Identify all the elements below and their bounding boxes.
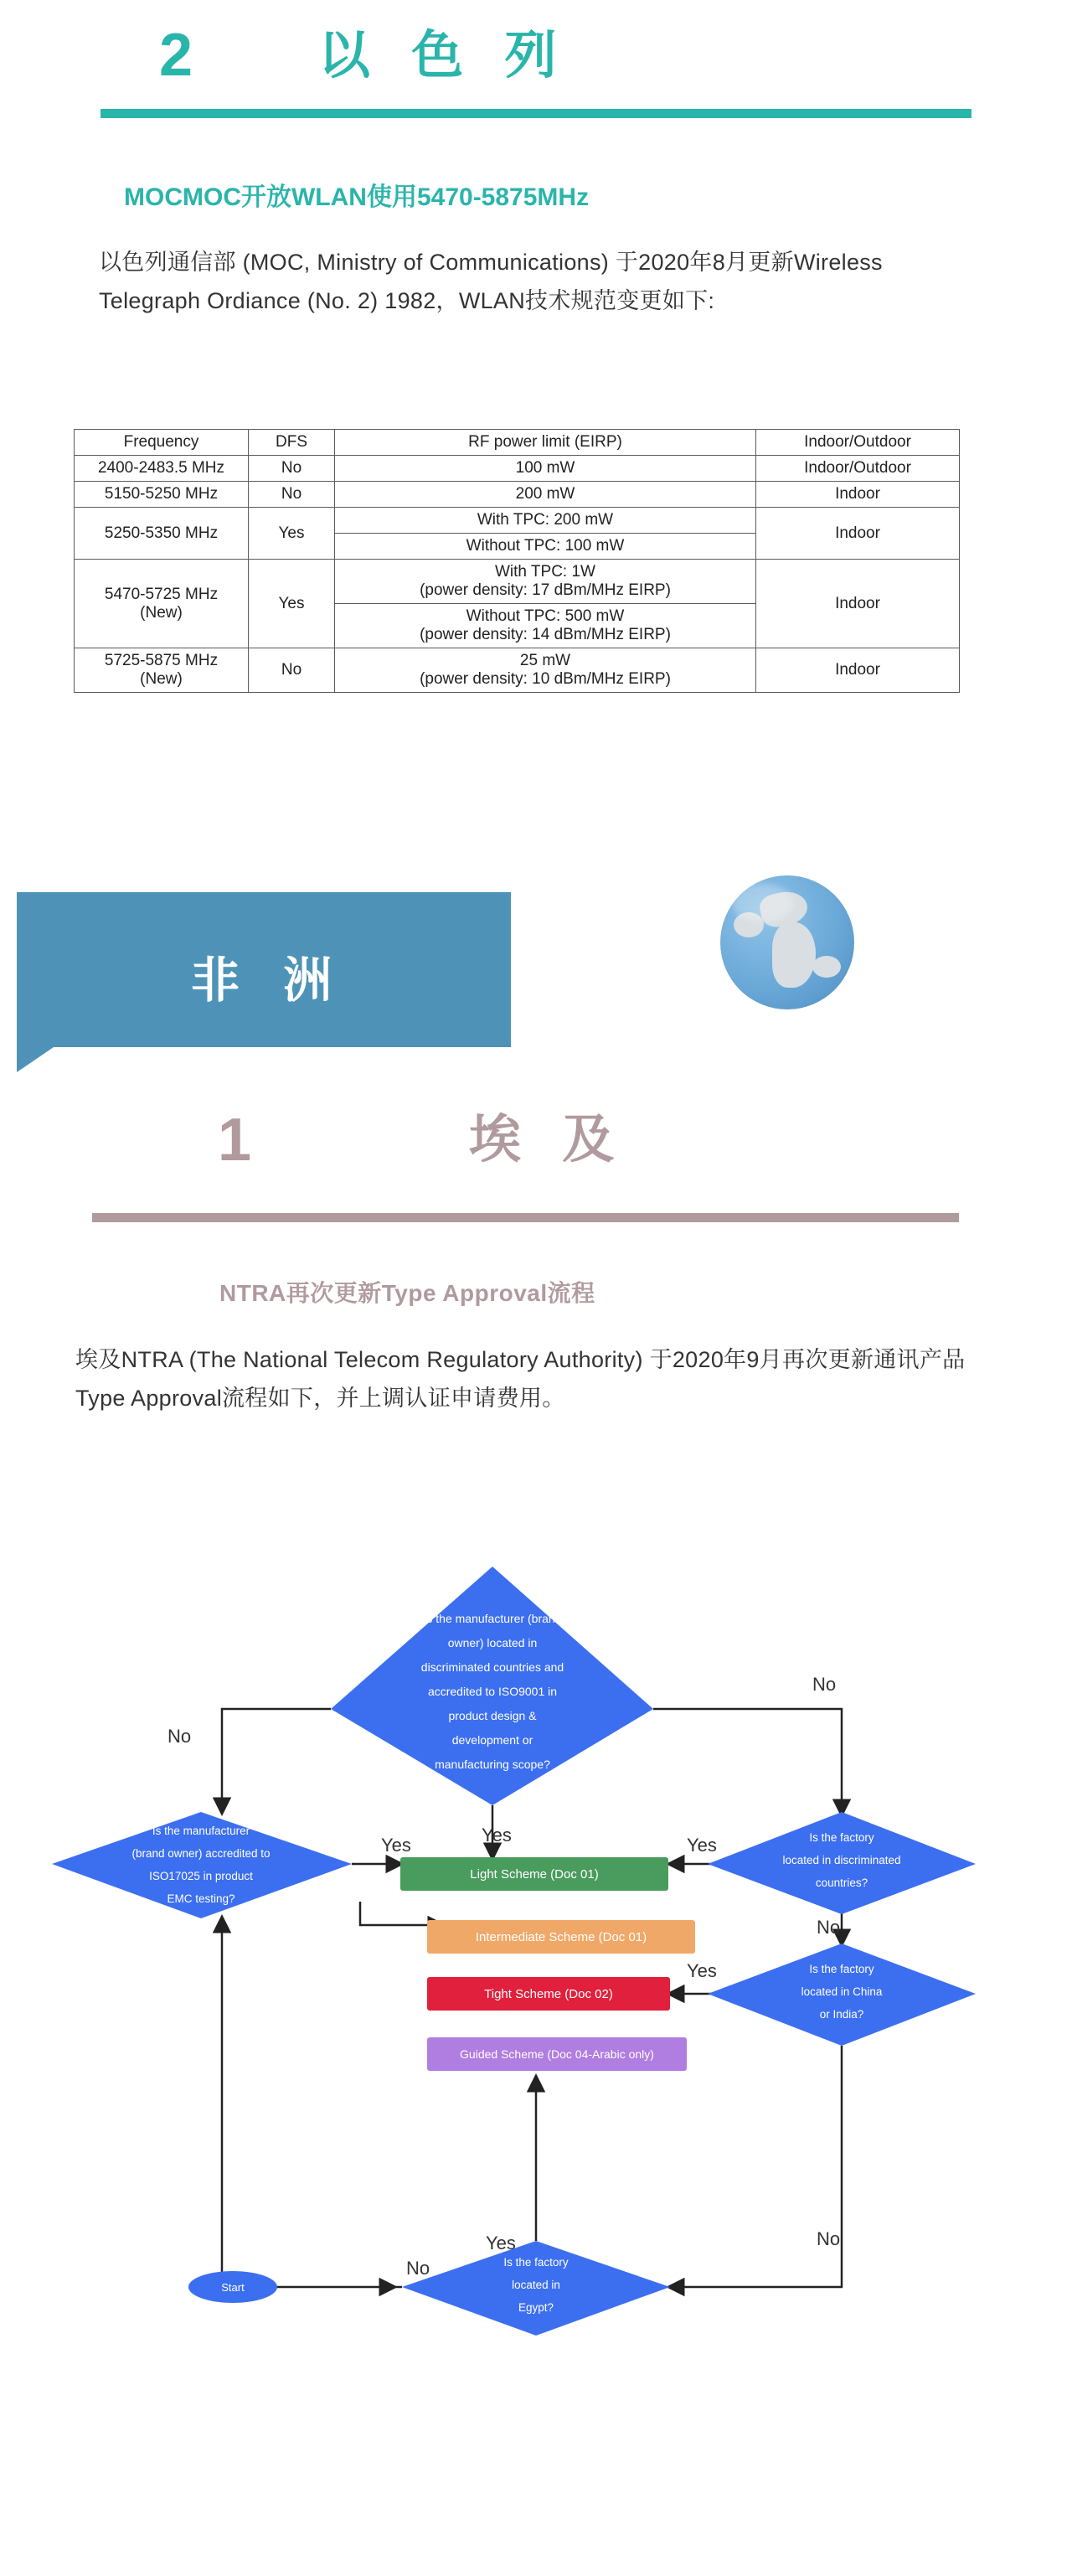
table-row bbox=[75, 560, 960, 604]
egypt-paragraph: 埃及NTRA (The National Telecom Regulatory Authority) 于2020年9月再次更新通讯产品Type Approval流程如下，并上调认证申请费用。 bbox=[75, 1347, 966, 1411]
svg-text:or India?: or India? bbox=[819, 2008, 864, 2021]
th-env: Indoor/Outdoor bbox=[756, 430, 960, 456]
israel-divider bbox=[100, 109, 972, 118]
svg-text:discriminated countries and: discriminated countries and bbox=[420, 1660, 564, 1674]
cell-power-main: With TPC: 1W bbox=[495, 563, 595, 581]
cell-env: Indoor bbox=[756, 508, 960, 560]
svg-text:No: No bbox=[817, 2228, 841, 2249]
svg-text:located in discriminated: located in discriminated bbox=[782, 1854, 901, 1866]
svg-text:Egypt?: Egypt? bbox=[518, 2301, 554, 2314]
egypt-divider bbox=[92, 1213, 959, 1222]
svg-text:Yes: Yes bbox=[381, 1835, 411, 1856]
ntra-type-approval-flowchart bbox=[0, 1483, 1072, 2576]
cell-dfs: No bbox=[249, 456, 335, 482]
israel-section-number: 2 bbox=[159, 22, 195, 89]
svg-text:No: No bbox=[406, 2258, 430, 2279]
svg-text:countries?: countries? bbox=[815, 1877, 868, 1889]
cell-power-main: 25 mW bbox=[519, 652, 571, 669]
svg-text:owner) located in: owner) located in bbox=[447, 1636, 538, 1649]
svg-text:Is the factory: Is the factory bbox=[809, 1831, 874, 1844]
cell-frequency-note: (New) bbox=[140, 670, 183, 688]
svg-text:Yes: Yes bbox=[687, 1835, 717, 1856]
cell-env: Indoor/Outdoor bbox=[756, 456, 960, 482]
cell-dfs: Yes bbox=[249, 508, 335, 560]
svg-text:EMC testing?: EMC testing? bbox=[167, 1892, 235, 1905]
cell-power-alt-main: Without TPC: 500 mW bbox=[466, 607, 625, 625]
cell-power-alt: Without TPC: 100 mW bbox=[335, 534, 756, 560]
svg-text:(brand owner) accredited to: (brand owner) accredited to bbox=[131, 1847, 271, 1860]
th-dfs: DFS bbox=[249, 430, 335, 456]
cell-env: Indoor bbox=[756, 648, 960, 693]
svg-text:Start: Start bbox=[221, 2281, 245, 2294]
table-row bbox=[75, 508, 960, 534]
svg-text:No: No bbox=[817, 1917, 841, 1938]
cell-env: Indoor bbox=[756, 560, 960, 648]
svg-text:No: No bbox=[812, 1674, 837, 1695]
cell-power-density: (power density: 10 dBm/MHz EIRP) bbox=[420, 670, 671, 688]
svg-text:ISO17025 in product: ISO17025 in product bbox=[149, 1870, 253, 1882]
cell-frequency: 5150-5250 MHz bbox=[75, 482, 249, 508]
egypt-subheading: NTRA再次更新Type Approval流程 bbox=[219, 1280, 595, 1306]
cell-frequency bbox=[75, 648, 249, 693]
th-power: RF power limit (EIRP) bbox=[335, 430, 756, 456]
cell-dfs: No bbox=[249, 482, 335, 508]
globe-highlight bbox=[732, 884, 794, 922]
table-row bbox=[75, 648, 960, 693]
svg-text:Yes: Yes bbox=[486, 2233, 516, 2253]
svg-text:accredited to ISO9001 in: accredited to ISO9001 in bbox=[427, 1685, 558, 1698]
svg-text:located in: located in bbox=[512, 2279, 560, 2291]
globe-icon bbox=[720, 875, 854, 1009]
cell-dfs: No bbox=[249, 648, 335, 693]
svg-text:Is the factory: Is the factory bbox=[809, 1963, 874, 1975]
cell-power bbox=[335, 648, 756, 693]
svg-text:Is the factory: Is the factory bbox=[503, 2256, 569, 2269]
table-row bbox=[75, 482, 960, 508]
cell-power-alt bbox=[335, 604, 756, 648]
cell-power: 100 mW bbox=[335, 456, 756, 482]
cell-power-density: (power density: 17 dBm/MHz EIRP) bbox=[420, 581, 671, 599]
svg-text:Guided Scheme (Doc 04-Arabic o: Guided Scheme (Doc 04-Arabic only) bbox=[460, 2047, 654, 2061]
svg-text:located in China: located in China bbox=[801, 1985, 883, 1998]
cell-frequency-note: (New) bbox=[140, 603, 183, 622]
africa-banner-label: 非 洲 bbox=[191, 953, 348, 1008]
egypt-section-title: 埃 及 bbox=[469, 1111, 628, 1169]
svg-text:Yes: Yes bbox=[687, 1960, 717, 1981]
cell-frequency-main: 5725-5875 MHz bbox=[104, 652, 219, 669]
cell-frequency: 5250-5350 MHz bbox=[75, 508, 249, 560]
svg-text:manufacturing scope?: manufacturing scope? bbox=[435, 1758, 550, 1771]
egypt-section-number: 1 bbox=[218, 1107, 254, 1174]
cell-power: 200 mW bbox=[335, 482, 756, 508]
svg-text:No: No bbox=[168, 1726, 192, 1747]
israel-paragraph: 以色列通信部 (MOC, Ministry of Communications) 于2020年8月更新Wireless Telegraph Ordiance (No. 2) 1982，WLAN技术规范变更如下: bbox=[99, 250, 883, 313]
th-frequency: Frequency bbox=[75, 430, 249, 456]
africa-banner-tail bbox=[17, 1047, 54, 1072]
svg-text:Tight Scheme (Doc 02): Tight Scheme (Doc 02) bbox=[484, 1987, 613, 2001]
israel-section-title: 以 色 列 bbox=[318, 27, 570, 85]
israel-frequency-table bbox=[74, 429, 960, 693]
svg-text:Is the manufacturer: Is the manufacturer bbox=[152, 1825, 250, 1837]
cell-dfs: Yes bbox=[249, 560, 335, 648]
table-row bbox=[75, 456, 960, 482]
svg-text:development or: development or bbox=[451, 1733, 533, 1747]
cell-power-alt-density: (power density: 14 dBm/MHz EIRP) bbox=[420, 626, 671, 643]
cell-env: Indoor bbox=[756, 482, 960, 508]
cell-frequency bbox=[75, 560, 249, 648]
svg-text:Is the manufacturer (brand: Is the manufacturer (brand bbox=[423, 1612, 562, 1625]
cell-power bbox=[335, 560, 756, 604]
svg-text:Intermediate Scheme (Doc 01): Intermediate Scheme (Doc 01) bbox=[475, 1930, 647, 1944]
israel-subheading: MOCMOC开放WLAN使用5470-5875MHz bbox=[124, 183, 590, 211]
svg-text:Yes: Yes bbox=[482, 1825, 512, 1846]
svg-text:product design &: product design & bbox=[448, 1709, 537, 1722]
svg-text:Light Scheme (Doc 01): Light Scheme (Doc 01) bbox=[470, 1867, 599, 1882]
cell-frequency: 2400-2483.5 MHz bbox=[75, 456, 249, 482]
table-header-row bbox=[75, 430, 960, 456]
cell-power: With TPC: 200 mW bbox=[335, 508, 756, 534]
cell-frequency-main: 5470-5725 MHz bbox=[104, 585, 219, 603]
globe-landmass bbox=[812, 956, 841, 978]
